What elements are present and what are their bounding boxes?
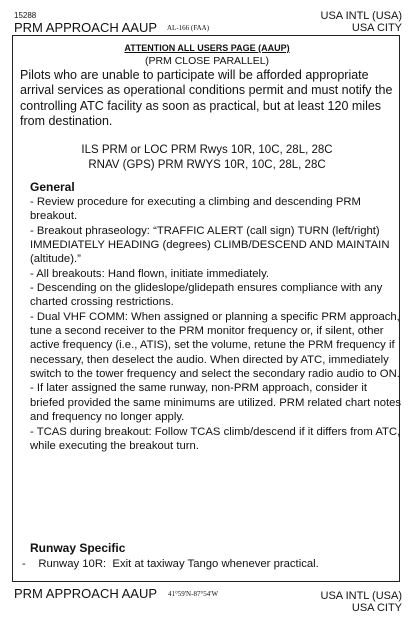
general-item: - Dual VHF COMM: When assigned or planning a specific PRM approach, tune a second receiver to the PRM monitor frequency or, if silent, other active frequency (i.e., ATIS), set the volume, retune the PRM frequency if necessary, then deselect the audio. When directed by ATC, immediately switch to the tower frequency and select the secondary radio audio to ON.: [30, 310, 400, 381]
general-item: - All breakouts: Hand flown, initiate immediately.: [30, 267, 270, 280]
general-list: [30, 195, 402, 453]
intro-paragraph: Pilots who are unable to participate will be afforded appropriate arrival services as operational conditions permit and must notify the controlling ATC facility as soon as practical, but at least 120 miles from destination.: [20, 68, 393, 129]
chart-title: PRM APPROACH AAUP: [14, 20, 158, 35]
approach-list: [0, 143, 414, 173]
footer-airport-name: USA INTL (USA): [320, 590, 402, 602]
general-item: - Descending on the glideslope/glidepath ensures compliance with any charted crossing restrictions.: [30, 282, 383, 309]
airport-name: USA INTL (USA): [320, 10, 402, 22]
runway-specific-item: - Runway 10R: Exit at taxiway Tango whenever practical.: [22, 558, 319, 570]
footer-coordinates: 41°59'N-87°54'W: [168, 590, 219, 598]
approach-line: RNAV (GPS) PRM RWYS 10R, 10C, 28L, 28C: [88, 159, 326, 171]
document-code: AL-166 (FAA): [167, 24, 210, 32]
airport-city: USA CITY: [351, 22, 402, 34]
footer-airport-city: USA CITY: [351, 602, 402, 614]
notice-subtitle: (PRM CLOSE PARALLEL): [144, 55, 270, 67]
general-item: - Review procedure for executing a climbing and descending PRM breakout.: [30, 196, 361, 223]
notice-title: ATTENTION ALL USERS PAGE (AAUP): [124, 43, 290, 53]
general-heading: General: [30, 180, 75, 194]
footer-title: PRM APPROACH AAUP: [14, 586, 158, 601]
general-item: - Breakout phraseology: “TRAFFIC ALERT (call sign) TURN (left/right) IMMEDIATELY HEADING (degrees) CLIMB/DESCEND AND MAINTAIN (altitude).”: [30, 224, 390, 266]
general-item: - If later assigned the same runway, non-PRM approach, consider it briefed provided the same minimums are utilized. PRM related chart notes and frequency no longer apply.: [30, 382, 402, 424]
runway-specific-heading: Runway Specific: [30, 541, 126, 555]
approach-line: ILS PRM or LOC PRM Rwys 10R, 10C, 28L, 28C: [81, 144, 333, 156]
general-item: - TCAS during breakout: Follow TCAS climb/descend if it differs from ATC, while executing the breakout turn.: [30, 425, 401, 452]
chart-number: 15288: [14, 11, 37, 20]
